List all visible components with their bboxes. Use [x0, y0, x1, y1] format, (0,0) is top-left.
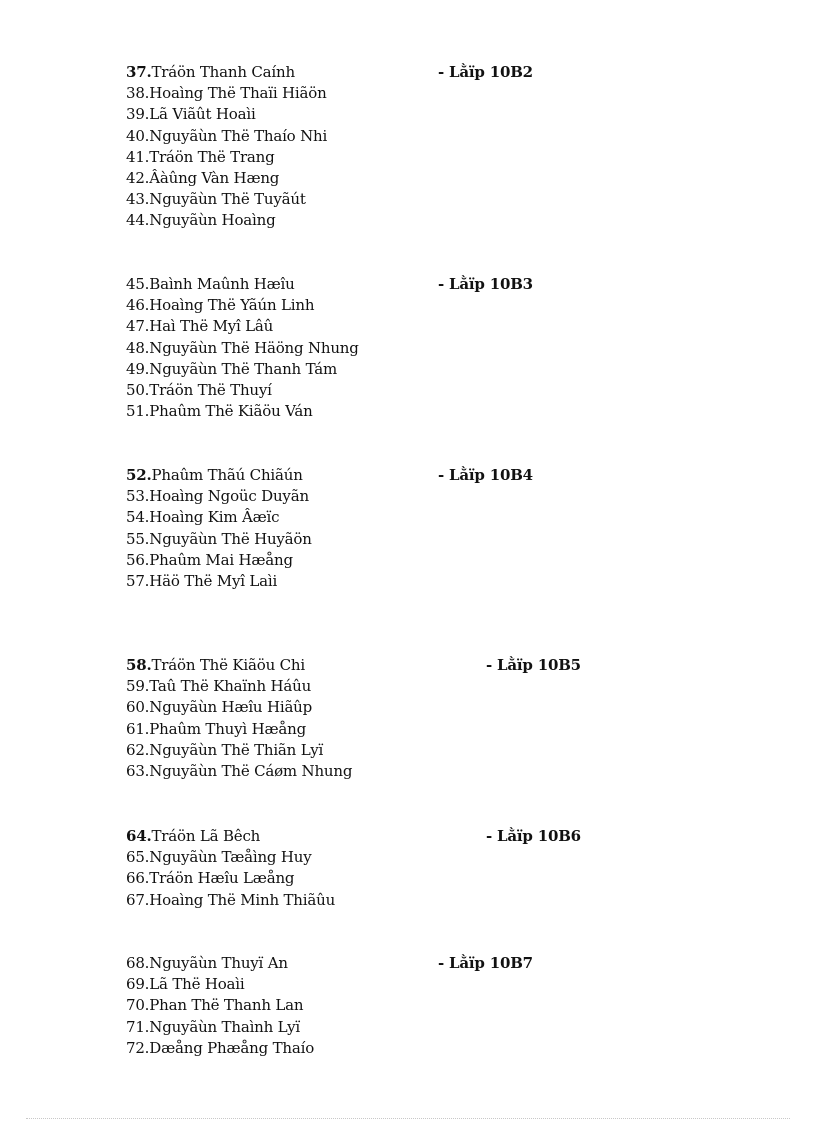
list-item: [126, 676, 646, 697]
item-number: 60.: [126, 698, 150, 717]
student-name: Nguyãùn Thë Tuyãút: [149, 190, 306, 209]
student-name: Dæång Phæång Thaío: [149, 1038, 315, 1057]
list-item: [126, 1017, 646, 1038]
item-number: 47.: [126, 317, 150, 336]
item-number: 70.: [126, 996, 150, 1015]
item-number: 53.: [126, 487, 150, 506]
student-name: Hoaìng Thë Thaïi Hiãön: [149, 84, 327, 103]
list-item: [126, 62, 646, 83]
item-number: 69.: [126, 975, 150, 994]
item-number: 46.: [126, 296, 150, 315]
list-item: [126, 295, 646, 316]
class-group-10b7: [126, 953, 646, 1059]
class-group-10b2: [126, 62, 646, 232]
item-number: 38.: [126, 84, 150, 103]
class-label: - Lằïp 10B3: [438, 275, 533, 293]
student-name: Hoaìng Ngoüc Duyãn: [149, 487, 309, 506]
list-item: [126, 868, 646, 889]
list-item: [126, 761, 646, 782]
item-number: 39.: [126, 105, 150, 124]
list-item: [126, 953, 646, 974]
page-bottom-divider: [26, 1118, 790, 1119]
student-name: Haì Thë Myî Lâû: [149, 317, 274, 336]
student-name: Nguyãùn Tæåìng Huy: [149, 848, 312, 867]
item-number: 51.: [126, 402, 150, 421]
list-item: [126, 316, 646, 337]
list-item: [126, 401, 646, 422]
list-item: [126, 995, 646, 1016]
list-item: [126, 890, 646, 911]
item-number: 52.: [126, 466, 152, 484]
student-name: Nguyãùn Hoaìng: [149, 211, 276, 230]
student-name: Tráön Hæîu Læång: [149, 869, 295, 888]
student-name: Tráön Thë Thuyí: [149, 380, 272, 399]
list-item: [126, 104, 646, 125]
item-number: 62.: [126, 740, 150, 759]
item-number: 49.: [126, 359, 150, 378]
list-item: [126, 486, 646, 507]
item-number: 41.: [126, 147, 150, 166]
item-number: 57.: [126, 571, 150, 590]
list-item: [126, 338, 646, 359]
student-name: Tráön Thë Trang: [149, 147, 275, 166]
student-name: Taû Thë Khaïnh Háûu: [149, 677, 312, 696]
list-item: [126, 550, 646, 571]
list-item: [126, 189, 646, 210]
student-name: Tráön Thë Kiãöu Chi: [151, 656, 305, 674]
list-item: [126, 147, 646, 168]
item-number: 68.: [126, 954, 150, 972]
list-item: [126, 507, 646, 528]
item-number: 66.: [126, 869, 150, 888]
student-name: Phaûm Mai Hæång: [149, 550, 293, 569]
item-number: 54.: [126, 508, 150, 527]
item-number: 65.: [126, 848, 150, 867]
item-number: 64.: [126, 827, 152, 845]
student-name: Häö Thë Myî Laìi: [149, 571, 278, 590]
student-name: Nguyãùn Thë Thiãn Lyï: [149, 740, 324, 759]
list-item: [126, 465, 646, 486]
item-number: 67.: [126, 890, 150, 909]
item-number: 71.: [126, 1017, 150, 1036]
item-number: 44.: [126, 211, 150, 230]
student-name: Tráön Thanh Caính: [151, 63, 295, 81]
class-group-10b5: [126, 655, 646, 782]
student-name: Nguyãùn Thaình Lyï: [149, 1017, 301, 1036]
list-item: [126, 168, 646, 189]
item-number: 50.: [126, 380, 150, 399]
list-item: [126, 655, 646, 676]
student-name: Nguyãùn Thë Huyãön: [149, 529, 312, 548]
list-item: [126, 719, 646, 740]
list-item: [126, 974, 646, 995]
list-item: [126, 1038, 646, 1059]
student-name: Phan Thë Thanh Lan: [149, 996, 304, 1015]
item-number: 45.: [126, 275, 150, 293]
item-number: 72.: [126, 1038, 150, 1057]
class-label: - Lằïp 10B6: [486, 827, 581, 845]
item-number: 40.: [126, 126, 150, 145]
list-item: [126, 359, 646, 380]
item-number: 55.: [126, 529, 150, 548]
list-item: [126, 83, 646, 104]
student-name: Nguyãùn Thë Häöng Nhung: [149, 338, 359, 357]
student-name: Nguyãùn Thë Cáøm Nhung: [149, 761, 353, 780]
item-number: 58.: [126, 656, 152, 674]
class-group-10b3: [126, 274, 646, 422]
list-item: [126, 847, 646, 868]
item-number: 37.: [126, 63, 152, 81]
student-name: Nguyãùn Thë Thaío Nhi: [149, 126, 328, 145]
list-item: [126, 529, 646, 550]
item-number: 48.: [126, 338, 150, 357]
student-name: Hoaìng Kim Âæïc: [149, 508, 280, 527]
class-group-10b4: [126, 465, 646, 592]
student-name: Hoaìng Thë Minh Thiãûu: [149, 890, 336, 909]
student-name: Nguyãùn Thë Thanh Tám: [149, 359, 337, 378]
list-item: [126, 274, 646, 295]
student-name: Nguyãùn Thuyï An: [149, 954, 288, 972]
list-item: [126, 697, 646, 718]
class-label: - Lằïp 10B2: [438, 63, 533, 81]
student-name: Phaûm Thãú Chiãún: [151, 466, 303, 484]
class-label: - Lằïp 10B7: [438, 954, 533, 972]
student-name: Lã Thë Hoaìi: [149, 975, 245, 994]
student-name: Tráön Lã Bêch: [151, 827, 261, 845]
list-item: [126, 740, 646, 761]
list-item: [126, 380, 646, 401]
class-label: - Lằïp 10B5: [486, 656, 581, 674]
class-group-10b6: [126, 826, 646, 911]
item-number: 59.: [126, 677, 150, 696]
list-item: [126, 571, 646, 592]
student-name: Phaûm Thë Kiãöu Ván: [149, 402, 313, 421]
student-name: Lã Viãût Hoaìi: [149, 105, 256, 124]
student-name: Phaûm Thuyì Hæång: [149, 719, 306, 738]
item-number: 56.: [126, 550, 150, 569]
item-number: 43.: [126, 190, 150, 209]
student-name: Hoaìng Thë Yãún Linh: [149, 296, 315, 315]
item-number: 63.: [126, 761, 150, 780]
list-item: [126, 826, 646, 847]
item-number: 42.: [126, 168, 150, 187]
list-item: [126, 126, 646, 147]
student-name: Baình Maûnh Hæîu: [149, 275, 295, 293]
student-name: Nguyãùn Hæîu Hiãûp: [149, 698, 313, 717]
student-name: Âàûng Vàn Hæng: [149, 168, 280, 187]
class-label: - Lằïp 10B4: [438, 466, 533, 484]
list-item: [126, 210, 646, 231]
item-number: 61.: [126, 719, 150, 738]
